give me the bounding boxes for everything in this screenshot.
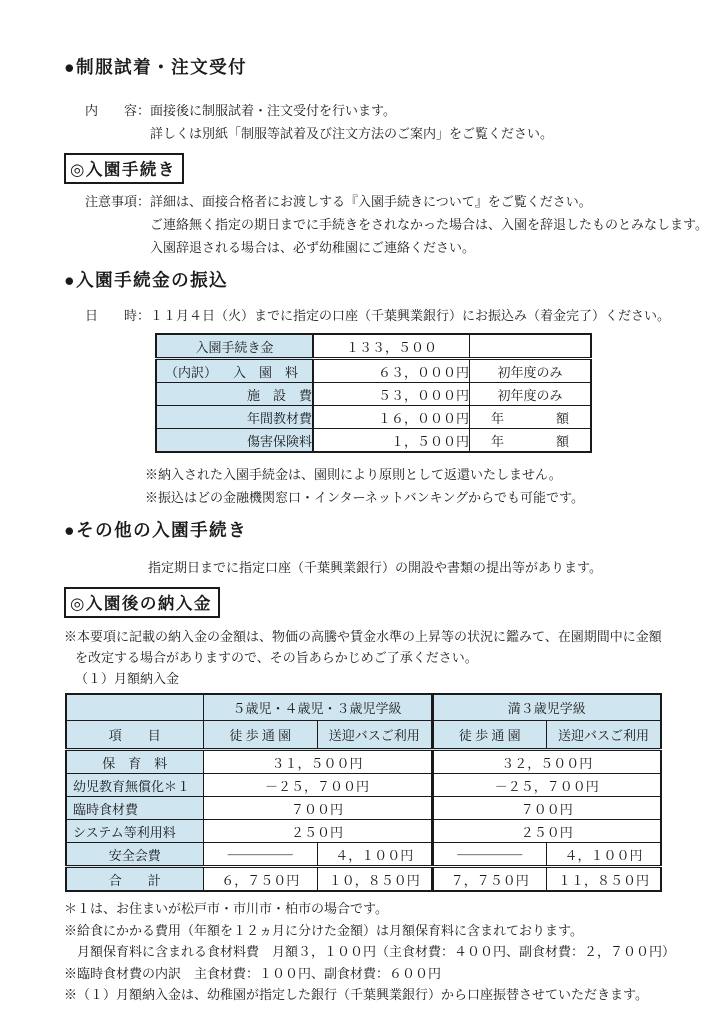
monthly-row-label: 臨時食材費 (66, 797, 203, 820)
payment-heading-wrap (64, 587, 724, 618)
monthly-row-label: 幼児教育無償化＊１ (66, 774, 203, 797)
enrollment-fee-table (155, 333, 592, 453)
table-row (156, 406, 591, 429)
table-row (156, 359, 591, 383)
table-row (66, 867, 661, 892)
transfer-section-heading: ●入園手続金の振込 (64, 270, 229, 290)
monthly-row-value: ３２，５００円 (432, 750, 661, 774)
fee-row-amount: ５３，０００円 (313, 383, 470, 406)
fee-row-note: 年 額 (470, 406, 592, 429)
fee-row-label: 傷害保険料 (156, 429, 313, 453)
fee-row-label: 年間教材費 (156, 406, 313, 429)
monthly-payment-table (65, 693, 662, 892)
table-row (66, 750, 661, 774)
monthly-bus-header-g2: 送迎バスご利用 (547, 721, 662, 750)
procedure-notice-block (85, 190, 724, 259)
procedure-notice-text (150, 190, 708, 259)
fee-row-amount: １３３，５００ (313, 334, 470, 359)
table-row (66, 694, 661, 721)
uniform-content-label: 内 容： (85, 103, 151, 118)
monthly-row-value: ４，１００円 (547, 843, 662, 867)
fee-row-note: 年 額 (470, 429, 592, 453)
monthly-group1-header: ５歳児・４歳児・３歳児学級 (203, 694, 432, 721)
transfer-note-1: ※納入された入園手続金は、園則により原則として返還いたしません。 (145, 467, 562, 482)
payment-footnotes (64, 898, 724, 1006)
monthly-row-value: ――――― (203, 843, 318, 867)
procedure-notice-line2: ご連絡無く指定の期日までに手続きをされなかった場合は、入園を辞退したものとみなします。 (150, 217, 708, 232)
table-row (66, 797, 661, 820)
procedure-notice-line3: 入園辞退される場合は、必ず幼稚園にご連絡ください。 (150, 240, 476, 255)
monthly-total-value: ７，７５０円 (432, 867, 547, 892)
other-section-line1: 指定期日までに指定口座（千葉興業銀行）の開設や書類の提出等があります。 (148, 560, 602, 575)
other-section-heading: ●その他の入園手続き (64, 520, 248, 540)
transfer-date-text (150, 304, 670, 327)
monthly-row-label: 保 育 料 (66, 750, 203, 774)
footnote-1: ＊１は、お住まいが松戸市・市川市・柏市の場合です。 (64, 901, 388, 916)
fee-row-amount: １６，０００円 (313, 406, 470, 429)
uniform-content-line2: 詳しくは別紙「制服等試着及び注文方法のご案内」をご覧ください。 (150, 126, 554, 141)
fee-row-label: 施 設 費 (156, 383, 313, 406)
table-row (156, 334, 591, 359)
payment-disclaimer-line1: ※本要項に記載の納入金の金額は、物価の高騰や賃金水準の上昇等の状況に鑑みて、在園期間中に金額 (64, 629, 662, 644)
monthly-row-label: システム等利用料 (66, 820, 203, 843)
monthly-payment-list-label: （１）月額納入金 (75, 671, 180, 686)
monthly-group2-header: 満３歳児学級 (432, 694, 661, 721)
monthly-walk-header-g2: 徒 歩 通 園 (432, 721, 547, 750)
procedure-heading-wrap (64, 153, 724, 184)
monthly-bus-header-g1: 送迎バスご利用 (318, 721, 433, 750)
monthly-row-value: ７００円 (432, 797, 661, 820)
fee-row-label: 入 園 料 (232, 364, 298, 380)
transfer-date-line1: １１月４日（火）までに指定の口座（千葉興業銀行）にお振込み（着金完了）ください。 (150, 308, 671, 323)
monthly-total-label: 合 計 (66, 867, 203, 892)
fee-row-label: 入園手続き金 (156, 334, 313, 359)
monthly-row-value: －２５，７００円 (203, 774, 432, 797)
table-row (66, 774, 661, 797)
uniform-content-text (150, 99, 553, 145)
monthly-walk-header-g1: 徒 歩 通 園 (203, 721, 318, 750)
fee-row-note: 初年度のみ (470, 359, 592, 383)
fee-row-note: 初年度のみ (470, 383, 592, 406)
transfer-date-block (85, 304, 724, 327)
payment-boxed-heading: ◎入園後の納入金 (64, 587, 220, 618)
monthly-row-value: ２５０円 (203, 820, 432, 843)
monthly-total-value: ６，７５０円 (203, 867, 318, 892)
table-row (156, 429, 591, 453)
procedure-boxed-heading: ◎入園手続き (64, 153, 184, 184)
table-row (66, 721, 661, 750)
monthly-row-value: ３１，５００円 (203, 750, 432, 774)
payment-disclaimer (64, 626, 724, 668)
footnote-2: ※給食にかかる費用（年額を１２ヵ月に分けた金額）は月額保育料に含まれております。 (64, 922, 583, 938)
monthly-total-value: １１，８５０円 (547, 867, 662, 892)
footnote-5: ※（１）月額納入金は、幼稚園が指定した銀行（千葉興業銀行）から口座振替させていただきます。 (64, 987, 648, 1002)
fee-row-label-cell (156, 359, 313, 383)
monthly-row-value: －２５，７００円 (432, 774, 661, 797)
fee-row-amount: ６３，０００円 (313, 359, 470, 383)
monthly-row-label: 安全会費 (66, 843, 203, 867)
monthly-row-value: ――――― (432, 843, 547, 867)
payment-disclaimer-line2: を改定する場合がありますので、その旨あらかじめご了承ください。 (75, 650, 478, 665)
monthly-row-value: ７００円 (203, 797, 432, 820)
transfer-date-label: 日 時： (85, 308, 151, 323)
fee-row-note (470, 334, 592, 359)
monthly-row-value: ２５０円 (432, 820, 661, 843)
transfer-note-2: ※振込はどの金融機関窓口・インターネットバンキングからでも可能です。 (145, 490, 585, 505)
fee-row-amount: １，５００円 (313, 429, 470, 453)
uniform-content-line1: 面接後に制服試着・注文受付を行います。 (150, 103, 396, 118)
procedure-notice-line1: 詳細は、面接合格者にお渡しする『入園手続きについて』をご覧ください。 (150, 194, 592, 209)
monthly-row-value: ４，１００円 (318, 843, 433, 867)
footnote-4: ※臨時食材費の内訳 主食材費：１００円、副食材費：６００円 (64, 965, 442, 981)
monthly-item-header: 項 目 (66, 721, 203, 750)
table-row (66, 843, 661, 867)
transfer-notes (64, 463, 724, 509)
table-row (66, 820, 661, 843)
table-row (156, 383, 591, 406)
procedure-notice-label: 注意事項： (85, 194, 151, 209)
monthly-corner-cell (66, 694, 203, 721)
uniform-section-heading: ●制服試着・注文受付 (64, 57, 248, 77)
uniform-content-block (85, 99, 724, 145)
fee-row-prefix: （内訳） (165, 364, 218, 380)
footnote-3: 月額保育料に含まれる食材料費 月額３，１００円（主食材費：４００円、副食材費：２，７００円） (64, 944, 676, 959)
monthly-total-value: １０，８５０円 (318, 867, 433, 892)
